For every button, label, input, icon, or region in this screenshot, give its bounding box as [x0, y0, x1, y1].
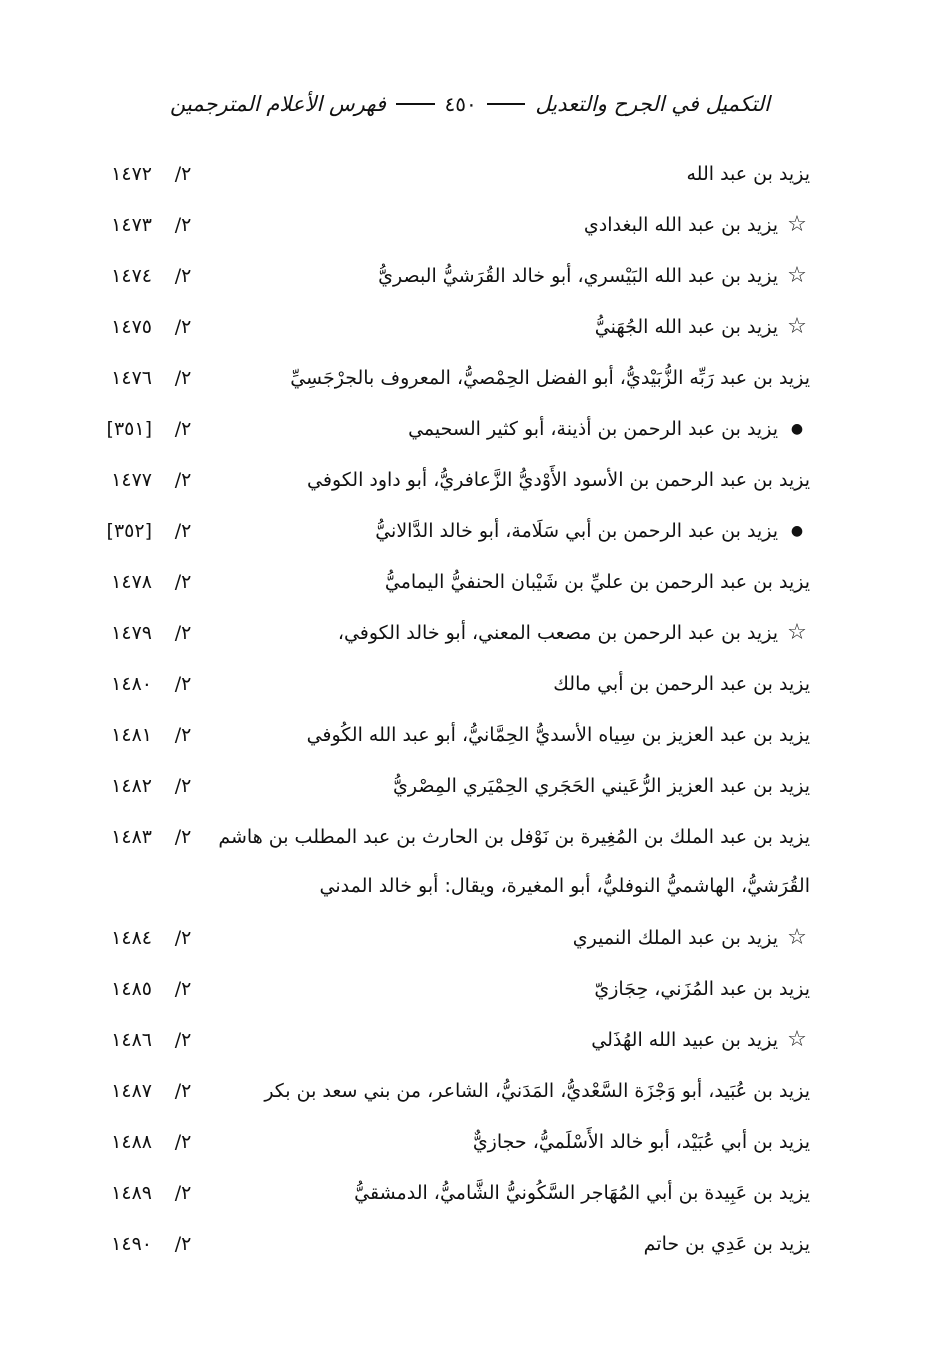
index-entry — [0, 717, 940, 753]
entry-name-text: يزيد بن عبد المُزَني، حِجَازيّ — [594, 978, 810, 1000]
index-entry — [0, 360, 940, 396]
entry-volume: ٢/ — [174, 673, 192, 695]
entry-name — [250, 258, 810, 294]
index-entry — [0, 1175, 940, 1211]
entry-volume: ٢/ — [174, 418, 192, 440]
index-entry — [0, 564, 940, 600]
star-marker-icon: ☆ — [787, 620, 807, 645]
entry-volume: ٢/ — [174, 1233, 192, 1255]
entry-name — [250, 1073, 810, 1109]
index-entry — [0, 513, 940, 549]
entry-volume: ٢/ — [174, 775, 192, 797]
entry-number: ١٤٨٠ — [111, 673, 152, 695]
header-dash — [396, 103, 435, 105]
entry-name — [250, 513, 810, 549]
entry-name-text: يزيد بن عبد الرحمن بن أذينة، أبو كثير السحيمي — [408, 418, 778, 440]
entry-name-text: يزيد بن عبد الرحمن بن الأسود الأَوْديُّ الزَّعافريُّ، أبو داود الكوفي — [307, 469, 810, 491]
entry-volume: ٢/ — [174, 571, 192, 593]
entry-number: ١٤٧٣ — [111, 214, 152, 236]
index-entry — [0, 309, 940, 345]
entry-number: ١٤٧٥ — [111, 316, 152, 338]
entry-name-text: يزيد بن عبد الرحمن بن أبي مالك — [553, 673, 810, 695]
index-entry — [0, 666, 940, 702]
index-entry — [0, 1073, 940, 1109]
entry-name — [250, 564, 810, 600]
entry-volume: ٢/ — [174, 163, 192, 185]
index-entry — [0, 1124, 940, 1160]
entry-volume: ٢/ — [174, 1182, 192, 1204]
index-entry — [0, 615, 940, 651]
entry-name — [250, 1175, 810, 1211]
entry-name — [250, 156, 810, 192]
bullet-marker-icon: ● — [790, 523, 804, 539]
entry-name-text: يزيد بن عبد الله البغدادي — [583, 214, 778, 236]
entry-volume: ٢/ — [174, 622, 192, 644]
entry-number: ١٤٨٤ — [111, 927, 152, 949]
entry-name-text: يزيد بن عبد الله — [686, 163, 810, 185]
entry-volume: ٢/ — [174, 1131, 192, 1153]
page-number: ٤٥٠ — [444, 92, 477, 116]
entry-name — [250, 309, 810, 345]
entry-number: ١٤٧٩ — [111, 622, 152, 644]
star-marker-icon: ☆ — [787, 925, 807, 950]
entry-name — [250, 920, 810, 956]
entry-name-text: يزيد بن عبد العزيز الرُّعَيني الحَجَري الحِمْيَري المِصْريُّ — [392, 775, 810, 797]
entry-number: [٣٥١] — [106, 418, 152, 440]
entry-number: ١٤٧٢ — [111, 163, 152, 185]
entry-volume: ٢/ — [174, 265, 192, 287]
entry-volume: ٢/ — [174, 724, 192, 746]
section-title: فهرس الأعلام المترجمين — [170, 92, 386, 116]
index-entry — [0, 1022, 940, 1058]
entry-volume: ٢/ — [174, 214, 192, 236]
star-marker-icon: ☆ — [787, 314, 807, 339]
star-marker-icon: ☆ — [787, 212, 807, 237]
entry-name-text: يزيد بن عبد الرحمن بن أبي سَلَامة، أبو خالد الدَّالانيُّ — [375, 520, 778, 542]
entry-name — [250, 360, 810, 396]
entry-name-text: يزيد بن عَبِيدة بن أبي المُهَاجر السَّكُونيُّ الشَّاميُّ، الدمشقيُّ — [354, 1182, 810, 1204]
index-entry — [0, 207, 940, 243]
entry-number: ١٤٧٨ — [111, 571, 152, 593]
book-title: التكميل في الجرح والتعديل — [535, 92, 770, 116]
entry-name — [250, 1226, 810, 1262]
entry-name-text: يزيد بن عُبَيد، أبو وَجْزَة السَّعْديُّ، المَدَنيُّ، الشاعر، من بني سعد بن بكر — [264, 1080, 810, 1102]
index-entry — [0, 971, 940, 1007]
entry-number: ١٤٧٤ — [111, 265, 152, 287]
entry-name — [250, 717, 810, 753]
entry-name-text: يزيد بن عبيد الله الهُذَلي — [591, 1029, 778, 1051]
entry-name-text: يزيد بن عبد الرحمن بن عليِّ بن شَيْبان الحنفيُّ اليماميُّ — [384, 571, 810, 593]
entry-number: ١٤٩٠ — [111, 1233, 152, 1255]
entry-name — [218, 819, 810, 855]
entry-number: ١٤٧٧ — [111, 469, 152, 491]
bullet-marker-icon: ● — [790, 421, 804, 437]
entry-name-text: يزيد بن عبد الله البَيْسري، أبو خالد القُرَشيُّ البصريُّ — [378, 265, 778, 287]
entry-name-text: يزيد بن عبد الله الجُهَنيُّ — [594, 316, 778, 338]
index-entry — [0, 819, 940, 855]
star-marker-icon: ☆ — [787, 263, 807, 288]
entry-number: [٣٥٢] — [106, 520, 152, 542]
entry-name — [250, 971, 810, 1007]
entry-name-text: يزيد بن عبد الرحمن بن مصعب المعني، أبو خالد الكوفي، — [337, 622, 778, 644]
entry-name — [250, 666, 810, 702]
entry-name-text: يزيد بن عَدِي بن حاتم — [643, 1233, 810, 1255]
entry-name-text: يزيد بن عبد العزيز بن سِياه الأسديُّ الحِمَّانيُّ، أبو عبد الله الكُوفي — [306, 724, 810, 746]
entry-volume: ٢/ — [174, 469, 192, 491]
entry-volume: ٢/ — [174, 1080, 192, 1102]
entry-name — [250, 411, 810, 447]
entry-volume: ٢/ — [174, 520, 192, 542]
entry-name-text: يزيد بن عبد رَبِّه الزُّبَيْديُّ، أبو الفضل الحِمْصيُّ، المعروف بالجرْجَسِيِّ — [290, 367, 810, 389]
entry-number: ١٤٨٣ — [111, 826, 152, 848]
entry-volume: ٢/ — [174, 1029, 192, 1051]
entry-volume: ٢/ — [174, 927, 192, 949]
entry-number: ١٤٨٦ — [111, 1029, 152, 1051]
star-marker-icon: ☆ — [787, 1027, 807, 1052]
entry-name-text: يزيد بن عبد الملك النميري — [572, 927, 778, 949]
entry-name — [250, 462, 810, 498]
page-header — [170, 84, 770, 124]
entry-name-text: يزيد بن عبد الملك بن المُغِيرة بن نَوْفل بن الحارث بن عبد المطلب بن هاشم — [218, 826, 810, 848]
index-entry — [0, 920, 940, 956]
entry-number: ١٤٨١ — [111, 724, 152, 746]
entry-name — [250, 207, 810, 243]
entry-name-text: يزيد بن أبي عُبَيْد، أبو خالد الأَسْلَميُّ، حجازيٌّ — [472, 1131, 810, 1153]
entry-name — [250, 615, 810, 651]
entry-volume: ٢/ — [174, 316, 192, 338]
index-entry — [0, 462, 940, 498]
entry-number: ١٤٨٩ — [111, 1182, 152, 1204]
entry-volume: ٢/ — [174, 826, 192, 848]
header-dash — [487, 103, 526, 105]
entry-name — [250, 1124, 810, 1160]
entry-number: ١٤٨٥ — [111, 978, 152, 1000]
entry-number: ١٤٨٧ — [111, 1080, 152, 1102]
index-entry — [0, 1226, 940, 1262]
entry-number: ١٤٨٢ — [111, 775, 152, 797]
entry-number: ١٤٧٦ — [111, 367, 152, 389]
entry-name — [250, 1022, 810, 1058]
index-entry — [0, 411, 940, 447]
index-entry — [0, 156, 940, 192]
entry-volume: ٢/ — [174, 367, 192, 389]
entry-volume: ٢/ — [174, 978, 192, 1000]
index-entry — [0, 258, 940, 294]
entry-name — [250, 768, 810, 804]
index-entry — [0, 768, 940, 804]
entry-number: ١٤٨٨ — [111, 1131, 152, 1153]
entry-continuation: القُرَشيُّ، الهاشميُّ النوفليُّ، أبو المغيرة، ويقال: أبو خالد المدني — [319, 875, 810, 897]
